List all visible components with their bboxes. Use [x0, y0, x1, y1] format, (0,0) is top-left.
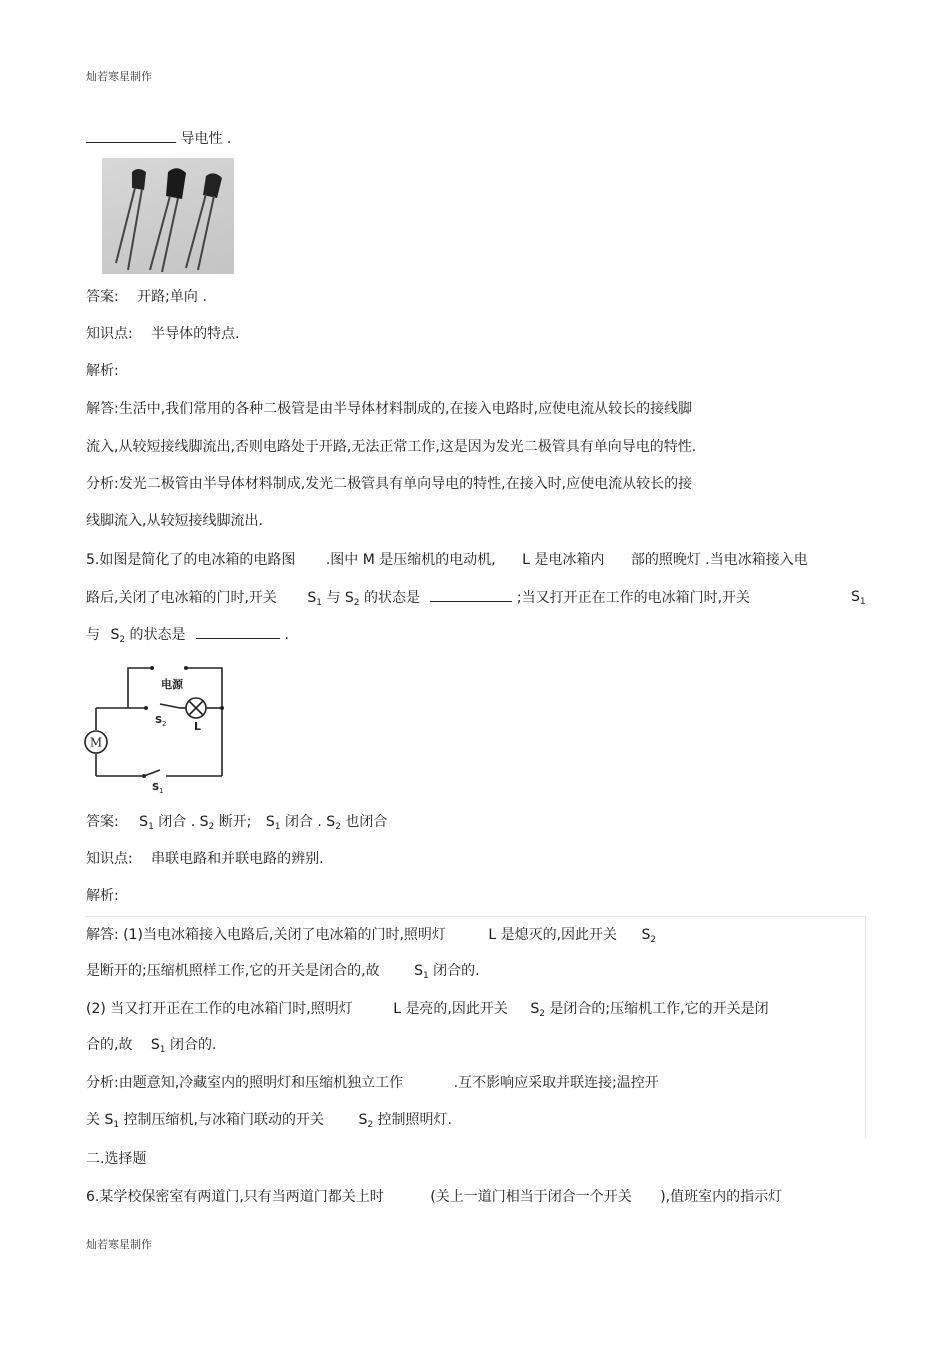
q5-text: 5.如图是简化了的电冰箱的电路图 [86, 552, 296, 568]
switch-s1: $S_1$ [139, 814, 154, 832]
power-label: 电源 [161, 678, 183, 691]
q5-analysis-text: .互不影响应采取并联连接;温控开 [453, 1075, 659, 1091]
power-terminal-right [184, 666, 188, 670]
q6-text: 6.某学校保密室有两道门,只有当两道门都关上时 [86, 1189, 384, 1205]
svg-text:S: S [155, 715, 163, 726]
q5-solution-text: 是闭合的;压缩机工作,它的开关是闭 [549, 1001, 769, 1017]
knowledge-label: 知识点: [86, 326, 133, 342]
led-1-icon [116, 169, 146, 270]
switch-s2: $S_2$ [358, 1112, 374, 1130]
q5-text: L 是电冰箱内 [522, 552, 605, 568]
q5-analysis-line-2 [86, 1110, 452, 1130]
q5-text: 的状态是 [363, 590, 420, 606]
q5-solution-text: 是断开的;压缩机照样工作,它的开关是闭合的,故 [86, 963, 380, 979]
q5-answer: 也闭合 [345, 814, 388, 830]
q5-solution-text: 闭合的. [433, 963, 480, 979]
section-title: 二.选择题 [86, 1151, 147, 1167]
q5-analysis-text: 关 [86, 1112, 100, 1128]
q5-analysis-text: 分析:由题意知,冷藏室内的照明灯和压缩机独立工作 [86, 1075, 404, 1091]
svg-text:1: 1 [159, 787, 164, 795]
q5-solution-line-4 [86, 1035, 216, 1055]
q5-text: 部的照晚灯 .当电冰箱接入电 [630, 552, 808, 568]
page-header: 灿若寒星制作 [86, 70, 152, 83]
q4-analysis-label: 解析: [86, 363, 119, 379]
q5-solution-text: L 是熄灭的,因此开关 [488, 927, 618, 943]
q4-answer: 开路;单向 . [137, 289, 207, 305]
q5-text: 的状态是 [129, 627, 186, 643]
q5-solution-line-1 [86, 925, 656, 945]
q5-solution-line-2 [86, 961, 480, 981]
q4-analysis-line-2: 线脚流入,从较短接线脚流出. [86, 513, 263, 529]
q4-solution-line-1: 解答:生活中,我们常用的各种二极管是由半导体材料制成的,在接入电路时,应使电流从较长的接线脚 [86, 401, 693, 417]
solution-box-top [86, 916, 866, 917]
q5-text: 与 [86, 627, 100, 643]
q5-solution-line-3 [86, 999, 769, 1019]
q5-text: 路后,关闭了电冰箱的门时,开关 [86, 590, 277, 606]
switch-s2: $S_2$ [326, 814, 341, 832]
q6-line-1 [86, 1187, 782, 1207]
q5-answer: 闭合 . [284, 814, 322, 830]
q4-blank-line [86, 128, 231, 149]
switch-s2: $S_2$ [110, 627, 126, 645]
switch-s2: $S_2$ [530, 1001, 545, 1019]
answer-label: 答案: [86, 289, 119, 305]
q6-text: ),值班室内的指示灯 [660, 1189, 783, 1205]
switch-s1: $S_1$ [414, 963, 429, 981]
lamp-icon [186, 698, 206, 718]
junction-dot [220, 706, 224, 710]
q5-text: .图中 M 是压缩机的电动机, [325, 552, 496, 568]
q5-solution-text: L 是亮的,因此开关 [393, 1001, 508, 1017]
svg-text:2: 2 [162, 720, 167, 728]
q5-line-1 [86, 550, 808, 570]
q5-analysis-label: 解析: [86, 888, 119, 904]
q4-blank-tail: 导电性 . [180, 131, 232, 147]
switch-s2-pivot [144, 706, 148, 710]
switch-s1: $S_1$ [307, 590, 322, 608]
led-diodes-photo [102, 158, 234, 274]
answer-blank[interactable] [196, 624, 280, 639]
switch-s1: $S_1$ [150, 1037, 166, 1055]
answer-blank[interactable] [430, 587, 512, 602]
q5-solution-text: 解答: (1)当电冰箱接入电路后,关闭了电冰箱的门时,照明灯 [86, 927, 446, 943]
switch-s2: $S_2$ [344, 590, 360, 608]
q4-solution-line-2: 流入,从较短接线脚流出,否则电路处于开路,无法正常工作,这是因为发光二极管具有单向导电的特性. [86, 439, 697, 455]
motor-icon [85, 731, 107, 753]
led-2-icon [150, 168, 186, 272]
q5-analysis-line-1 [86, 1073, 659, 1093]
page-footer: 灿若寒星制作 [86, 1238, 152, 1251]
switch-s1: $S_1$ [104, 1112, 120, 1130]
q5-text: ;当又打开正在工作的电冰箱门时,开关 [516, 590, 751, 606]
q5-answer-row [86, 812, 387, 832]
switch-s1: $S_1$ [265, 814, 281, 832]
refrigerator-circuit-diagram [84, 660, 234, 796]
led-3-icon [186, 173, 222, 270]
power-terminal-left [150, 666, 154, 670]
svg-text:S: S [152, 782, 160, 793]
q5-solution-text: 闭合的. [169, 1037, 217, 1053]
answer-blank[interactable] [86, 128, 176, 143]
answer-label: 答案: [86, 814, 119, 830]
q5-analysis-text: 控制压缩机,与冰箱门联动的开关 [123, 1112, 324, 1128]
q5-knowledge-row [86, 849, 324, 869]
q5-answer: 断开; [218, 814, 252, 830]
q5-text: 与 [326, 590, 341, 606]
q4-knowledge-row [86, 324, 240, 344]
q5-solution-text: (2) 当又打开正在工作的电冰箱门时,照明灯 [86, 1001, 353, 1017]
motor-label: M [89, 735, 103, 750]
lamp-label: L [194, 720, 202, 733]
q5-line-2 [86, 587, 750, 608]
switch-s2-label [155, 715, 166, 728]
q4-analysis-line-1: 分析:发光二极管由半导体材料制成,发光二极管具有单向导电的特性,在接入时,应使电流从较长的接 [86, 476, 693, 492]
q5-solution-text: 合的,故 [86, 1037, 133, 1053]
q5-text: . [284, 627, 289, 643]
switch-s2: $S_2$ [199, 814, 215, 832]
knowledge-label: 知识点: [86, 851, 133, 867]
switch-s1-label [152, 782, 163, 795]
q5-knowledge: 串联电路和并联电路的辨别. [151, 851, 324, 867]
switch-s1-pivot [142, 774, 146, 778]
q6-text: (关上一道门相当于闭合一个开关 [430, 1189, 632, 1205]
switch-s1: $S_1$ [851, 589, 866, 607]
q4-knowledge: 半导体的特点. [151, 326, 240, 342]
q5-analysis-text: 控制照明灯. [377, 1112, 452, 1128]
q5-line-3 [86, 624, 289, 645]
switch-s2: $S_2$ [641, 927, 657, 945]
q5-answer: 闭合 . [158, 814, 196, 830]
q4-answer-row [86, 287, 207, 307]
solution-box-right [865, 916, 866, 1138]
led-diodes-image [102, 158, 234, 274]
